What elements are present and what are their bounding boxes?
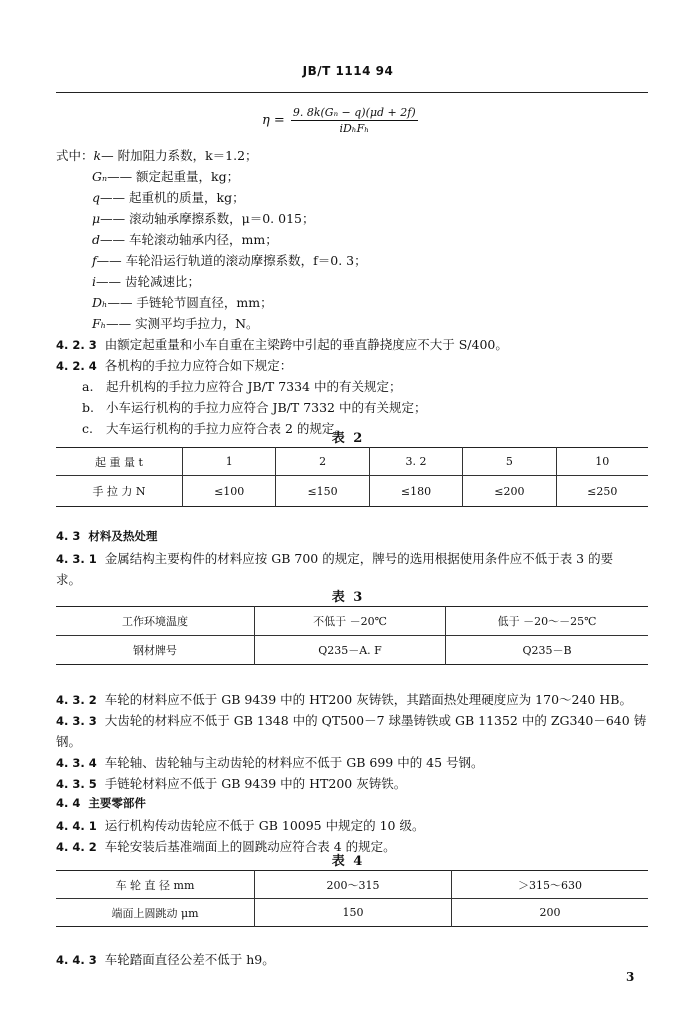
- clause-number: 4. 3. 5: [56, 777, 97, 791]
- table-3-caption: 表 3: [331, 590, 365, 605]
- item-text: 大车运行机构的手拉力应符合表 2 的规定。: [106, 421, 347, 436]
- table-cell: ≤200: [463, 476, 556, 507]
- clause-text: 车轮踏面直径公差不低于 h9。: [104, 952, 275, 967]
- clause-4-3: [56, 528, 165, 544]
- clause-text: 金属结构主要构件的材料应按 GB 700 的规定，牌号的选用根据使用条件应不低于表 3 的要: [104, 551, 614, 566]
- legend-text: — 附加阻力系数，k＝1.2；: [101, 148, 258, 163]
- table-row: [56, 899, 648, 927]
- legend-row-2: [92, 188, 245, 206]
- formula: [262, 106, 418, 135]
- table-row: [56, 636, 648, 665]
- clause-text: 各机构的手拉力应符合如下规定：: [104, 358, 293, 373]
- table-cell: Q235－B: [446, 636, 649, 665]
- table-cell: ≤150: [276, 476, 369, 507]
- clause-number: 4. 4. 2: [56, 840, 97, 854]
- legend-intro: 式中：: [56, 148, 94, 163]
- table-4-caption: 表 4: [331, 854, 365, 869]
- table-cell: ≤180: [369, 476, 462, 507]
- legend-symbol: f: [92, 253, 97, 268]
- legend-text: —— 车轮沿运行轨道的滚动摩擦系数，f＝0. 3；: [96, 253, 367, 268]
- formula-numerator: 9. 8k(Gₙ − q)(μd + 2f): [292, 106, 416, 119]
- table-cell: 3. 2: [369, 448, 462, 476]
- table-cell: 2: [276, 448, 369, 476]
- legend-text: —— 手链轮节圆直径，mm；: [107, 295, 273, 310]
- formula-denominator: iDₕFₕ: [339, 122, 369, 135]
- item-letter: a.: [82, 379, 94, 394]
- legend-row-8: [92, 314, 259, 332]
- table-row: [56, 476, 648, 507]
- table-cell: Q235－A. F: [255, 636, 446, 665]
- table-cell: 钢材牌号: [133, 644, 177, 657]
- legend-row-6: [92, 272, 200, 290]
- clause-4-3-3: [56, 711, 646, 729]
- clause-text: 手链轮材料应不低于 GB 9439 中的 HT200 灰铸铁。: [104, 776, 407, 791]
- formula-lhs: η =: [262, 113, 285, 128]
- legend-symbol: q: [92, 190, 101, 205]
- table-row: [56, 607, 648, 636]
- table-cell: 10: [556, 448, 648, 476]
- item-letter: b.: [82, 400, 94, 415]
- legend-text: —— 实测平均手拉力，N。: [106, 316, 259, 331]
- legend-symbol: k: [93, 148, 102, 163]
- table-cell: 起 重 量 t: [56, 448, 183, 476]
- page-number: 3: [626, 970, 635, 984]
- table-cell: 不低于 －20℃: [255, 607, 446, 636]
- table-cell: 200: [452, 899, 649, 927]
- item-letter: c.: [82, 421, 93, 436]
- table-cell: 150: [255, 899, 452, 927]
- legend-text: —— 滚动轴承摩擦系数，μ＝0. 015；: [100, 211, 315, 226]
- clause-number: 4. 4. 1: [56, 819, 97, 833]
- clause-text: 大齿轮的材料应不低于 GB 1348 中的 QT500－7 球墨铸铁或 GB 11352 中的 ZG340－640 铸: [104, 713, 647, 728]
- legend-row-5: [92, 251, 367, 269]
- legend-row-4: [92, 230, 278, 248]
- clause-4-4: [56, 795, 154, 811]
- table-4: [56, 870, 648, 927]
- clause-number: 4. 4. 3: [56, 953, 97, 967]
- legend-symbol: Fₕ: [92, 316, 107, 331]
- legend-symbol: i: [92, 274, 96, 289]
- table-row: [56, 448, 648, 476]
- header-rule: [56, 92, 648, 93]
- clause-number: 4. 3: [56, 529, 81, 543]
- table-cell: 车 轮 直 径 mm: [56, 871, 255, 899]
- legend-text: —— 车轮滚动轴承内径，mm；: [100, 232, 278, 247]
- legend-row-3: [92, 209, 314, 227]
- clause-text: 车轮安装后基准端面上的圆跳动应符合表 4 的规定。: [104, 839, 396, 854]
- clause-text: 车轮的材料应不低于 GB 9439 中的 HT200 灰铸铁，其踏面热处理硬度应为 170～240 HB。: [104, 692, 632, 707]
- clause-4-3-3-cont: 钢。: [56, 734, 82, 749]
- clause-4-3-1-cont: 求。: [56, 572, 82, 587]
- table-2-caption: 表 2: [331, 431, 365, 446]
- table-cell: 1: [183, 448, 276, 476]
- clause-text: 由额定起重量和小车自重在主梁跨中引起的垂直静挠度应不大于 S/400。: [104, 337, 508, 352]
- clause-number: 4. 4: [56, 796, 81, 810]
- item-text: 起升机构的手拉力应符合 JB/T 7334 中的有关规定；: [106, 379, 402, 394]
- clause-4-3-1: [56, 549, 613, 567]
- clause-title: 材料及热处理: [88, 529, 158, 543]
- item-text: 小车运行机构的手拉力应符合 JB/T 7332 中的有关规定；: [106, 400, 427, 415]
- legend-text: —— 齿轮减速比；: [96, 274, 200, 289]
- table-cell: 5: [463, 448, 556, 476]
- clause-4-3-2: [56, 690, 632, 708]
- table-2: [56, 447, 648, 507]
- legend-symbol: Gₙ: [92, 169, 108, 184]
- clause-4-4-3: [56, 950, 275, 968]
- legend-symbol: Dₕ: [92, 295, 108, 310]
- legend-text: —— 额定起重量，kg；: [107, 169, 240, 184]
- page-header: JB/T 1114 94: [302, 64, 394, 78]
- table-cell: 200～315: [255, 871, 452, 899]
- table-cell: 端面上圆跳动 μm: [111, 906, 199, 920]
- table-cell: ≤250: [556, 476, 648, 507]
- clause-number: 4. 3. 2: [56, 693, 97, 707]
- clause-4-3-4: [56, 753, 484, 771]
- clause-4-2-4-b: [82, 398, 426, 416]
- clause-number: 4. 2. 4: [56, 359, 97, 373]
- table-3: [56, 606, 648, 665]
- table-cell: ＞315～630: [452, 871, 649, 899]
- clause-4-2-4-a: [82, 377, 401, 395]
- clause-4-2-3: [56, 335, 508, 353]
- clause-4-4-1: [56, 816, 424, 834]
- legend-row-1: [92, 167, 239, 185]
- table-cell: 工作环境温度: [56, 607, 255, 636]
- clause-number: 4. 3. 3: [56, 714, 97, 728]
- clause-number: 4. 3. 4: [56, 756, 97, 770]
- clause-number: 4. 3. 1: [56, 552, 97, 566]
- table-cell: 低于 －20～－25℃: [446, 607, 649, 636]
- clause-4-2-4: [56, 356, 292, 374]
- clause-4-3-5: [56, 774, 406, 792]
- table-cell: ≤100: [183, 476, 276, 507]
- clause-number: 4. 2. 3: [56, 338, 97, 352]
- clause-title: 主要零部件: [88, 796, 146, 810]
- table-cell: 手 拉 力 N: [92, 485, 146, 498]
- table-row: [56, 871, 648, 899]
- legend-row-7: [92, 293, 273, 311]
- legend-symbol: μ: [92, 211, 101, 226]
- clause-text: 运行机构传动齿轮应不低于 GB 10095 中规定的 10 级。: [104, 818, 425, 833]
- clause-text: 车轮轴、齿轮轴与主动齿轮的材料应不低于 GB 699 中的 45 号钢。: [104, 755, 484, 770]
- legend-symbol: d: [92, 232, 101, 247]
- legend-row-0: [56, 146, 258, 164]
- formula-fraction: [291, 106, 418, 135]
- legend-text: —— 起重机的质量，kg；: [100, 190, 245, 205]
